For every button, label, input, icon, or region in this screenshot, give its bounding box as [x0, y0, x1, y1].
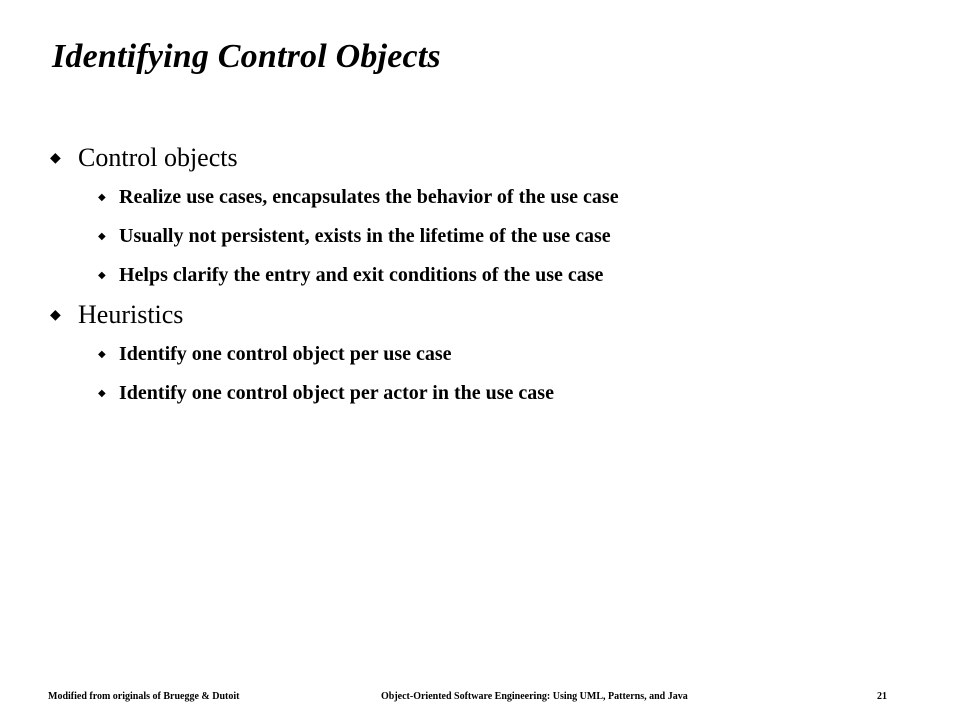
diamond-icon: ◆	[98, 231, 106, 242]
page-number: 21	[877, 691, 887, 702]
bullet-list	[50, 138, 910, 413]
section-label: Control objects	[78, 143, 238, 172]
slide-title: Identifying Control Objects	[52, 38, 441, 75]
list-item-text: Identify one control object per actor in the use case	[119, 382, 554, 404]
list-item-text: Helps clarify the entry and exit conditions of the use case	[119, 264, 604, 286]
list-item	[50, 256, 910, 295]
list-item-text: Usually not persistent, exists in the lifetime of the use case	[119, 225, 611, 247]
list-item	[50, 217, 910, 256]
list-item-text: Realize use cases, encapsulates the behavior of the use case	[119, 186, 619, 208]
list-item	[50, 335, 910, 374]
diamond-icon: ◆	[98, 192, 106, 203]
diamond-icon: ◆	[98, 349, 106, 360]
section-control-objects	[50, 138, 910, 178]
list-item	[50, 178, 910, 217]
list-item-text: Identify one control object per use case	[119, 343, 452, 365]
diamond-icon: ◆	[98, 270, 106, 281]
footer-credit: Modified from originals of Bruegge & Dutoit	[48, 691, 240, 702]
diamond-icon: ◆	[50, 150, 61, 166]
section-heuristics	[50, 295, 910, 335]
list-item	[50, 374, 910, 413]
diamond-icon: ◆	[50, 307, 61, 323]
footer-book-title: Object-Oriented Software Engineering: Using UML, Patterns, and Java	[381, 691, 688, 702]
diamond-icon: ◆	[98, 388, 106, 399]
section-label: Heuristics	[78, 300, 184, 329]
